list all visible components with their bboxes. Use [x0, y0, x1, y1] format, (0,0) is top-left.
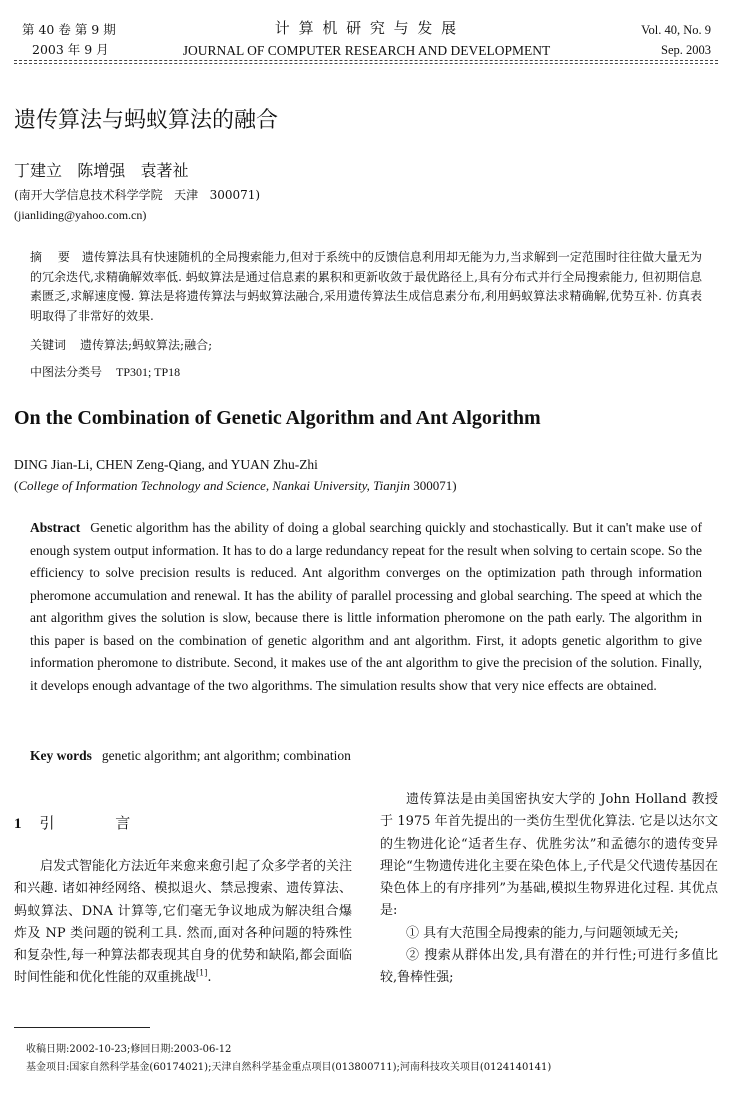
running-header-right: [641, 20, 711, 60]
paper-title-en: On the Combination of Genetic Algorithm and Ant Algorithm: [14, 407, 541, 429]
classification-label: 中图法分类号: [30, 365, 103, 379]
footnote-rule: [14, 1027, 150, 1028]
keywords-label-cn: 关键词: [30, 338, 67, 352]
keywords-label-en: Key words: [30, 748, 92, 763]
issue-date-en: Sep. 2003: [661, 43, 711, 57]
keywords-text-en: genetic algorithm; ant algorithm; combination: [101, 748, 351, 763]
footnote-funding: 基金项目:国家自然科学基金(60174021);天津自然科学基金重点项目(013800711);河南科技攻关项目(0124140141): [26, 1062, 552, 1073]
running-header-center: [0, 16, 733, 61]
authors-en: DING Jian-Li, CHEN Zeng-Qiang, and YUAN Zhu-Zhi: [14, 457, 318, 472]
abstract-label-en: Abstract: [30, 520, 81, 535]
list-item: ① 具有大范围全局搜索的能力,与问题领域无关;: [406, 925, 679, 941]
section-heading: [14, 812, 158, 835]
body-paragraph: 遗传算法是由美国密执安大学的 John Holland 教授于 1975 年首先提出的一类仿生型优化算法. 它是以达尔文的生物进化论“适者生存、优胜劣汰”和孟德尔的遗传变异理论“生物遗传进化主要在染色体上,子代是父代遗传基因在染色体上的有序排列”为基础,模拟生物界进化过程. 其优点是:: [380, 792, 718, 919]
abstract-text-cn: 遗传算法具有快速随机的全局搜索能力,但对于系统中的反馈信息利用却无能为力,当求解到一定范围时往往做大量无为的冗余迭代,求精确解效率低. 蚂蚁算法是通过信息素的累积和更新收敛于最优路径上,具有分布式并行全局搜索能力, 但初期信息素匮乏,求解速度慢. 算法是将遗传算法与蚂蚁算法融合,采用遗传算法生成信息素分布,利用蚂蚁算法求精确解,优势互补. 仿真表明取得了非常好的效果.: [30, 250, 702, 323]
journal-name-cn: 计 算 机 研 究 与 发 展: [274, 19, 459, 37]
header-rule-bottom: [14, 63, 718, 64]
affiliation-en-text: College of Information Technology and Science, Nankai University, Tianjin: [18, 478, 410, 493]
body-paragraph: 启发式智能化方法近年来愈来愈引起了众多学者的关注和兴趣. 诸如神经网络、模拟退火、禁忌搜索、遗传算法、蚂蚁算法、DNA 计算等,它们毫无争议地成为解决组合爆炸及 NP 类问题的锐利工具. 然而,面对各种问题的特殊性和复杂性,每一种算法都表现其自身的优势和缺陷,都会面临时间性能和优化性能的双重挑战[1].: [14, 859, 353, 986]
authors-cn: 丁建立 陈增强 袁著祉: [14, 161, 189, 180]
affiliation-cn: (南开大学信息技术科学学院 天津 300071): [14, 188, 261, 202]
list-item: ② 搜索从群体出发,具有潜在的并行性;可进行多值比较,鲁棒性强;: [380, 948, 718, 986]
classification-code: TP301; TP18: [116, 365, 181, 379]
affiliation-en: (College of Information Technology and Science, Nankai University, Tianjin 300071): [14, 478, 457, 493]
header-rule-top: [14, 60, 718, 61]
footnote-received: 收稿日期:2002-10-23;修回日期:2003-06-12: [26, 1044, 232, 1055]
body-column-left: [14, 856, 352, 990]
abstract-label-cn: 摘 要: [30, 250, 76, 264]
volume-issue: 第 40 卷 第 9 期: [22, 22, 116, 37]
journal-name-en: JOURNAL OF COMPUTER RESEARCH AND DEVELOPMENT: [182, 43, 551, 58]
volume-number-en: Vol. 40, No. 9: [641, 23, 711, 37]
keywords-cn: [30, 336, 212, 354]
abstract-en: [30, 517, 702, 697]
section-number: 1: [14, 816, 22, 832]
issue-date: 2003 年 9 月: [32, 42, 109, 57]
abstract-text-en: Genetic algorithm has the ability of doing a global searching quickly and stochastically. But it can't make use of enough system output information. It has to do a large redundancy repeat for the result when solving to certain scope. So the efficiency to solve precision results is reduced. Ant algorithm converges on the optimization path through information pheromone accumulation and renewal. It has the ability of parallel processing and global searching. The speed at which the ant algorithm gives the solution is slow, because there is little information pheromone on the path early. The algorithm in this paper is based on the combination of genetic algorithm and ant algorithm. First, it adopts genetic algorithm to give information pheromone to distribute. Second, it makes use of the ant algorithm to give the precision of the solution. Finally, it develops enough advantage of the two algorithms. The simulation results show that very nice effects are obtained.: [30, 520, 702, 693]
body-column-right: [380, 789, 718, 990]
section-title: 引 言: [39, 814, 159, 832]
author-email: (jianliding@yahoo.com.cn): [14, 208, 147, 222]
abstract-cn: [30, 248, 702, 326]
classification-cn: [30, 363, 180, 381]
keywords-text-cn: 遗传算法;蚂蚁算法;融合;: [80, 338, 213, 352]
paper-title-cn: 遗传算法与蚂蚁算法的融合: [14, 108, 279, 133]
citation: [1]: [196, 969, 208, 979]
keywords-en: [30, 746, 351, 766]
